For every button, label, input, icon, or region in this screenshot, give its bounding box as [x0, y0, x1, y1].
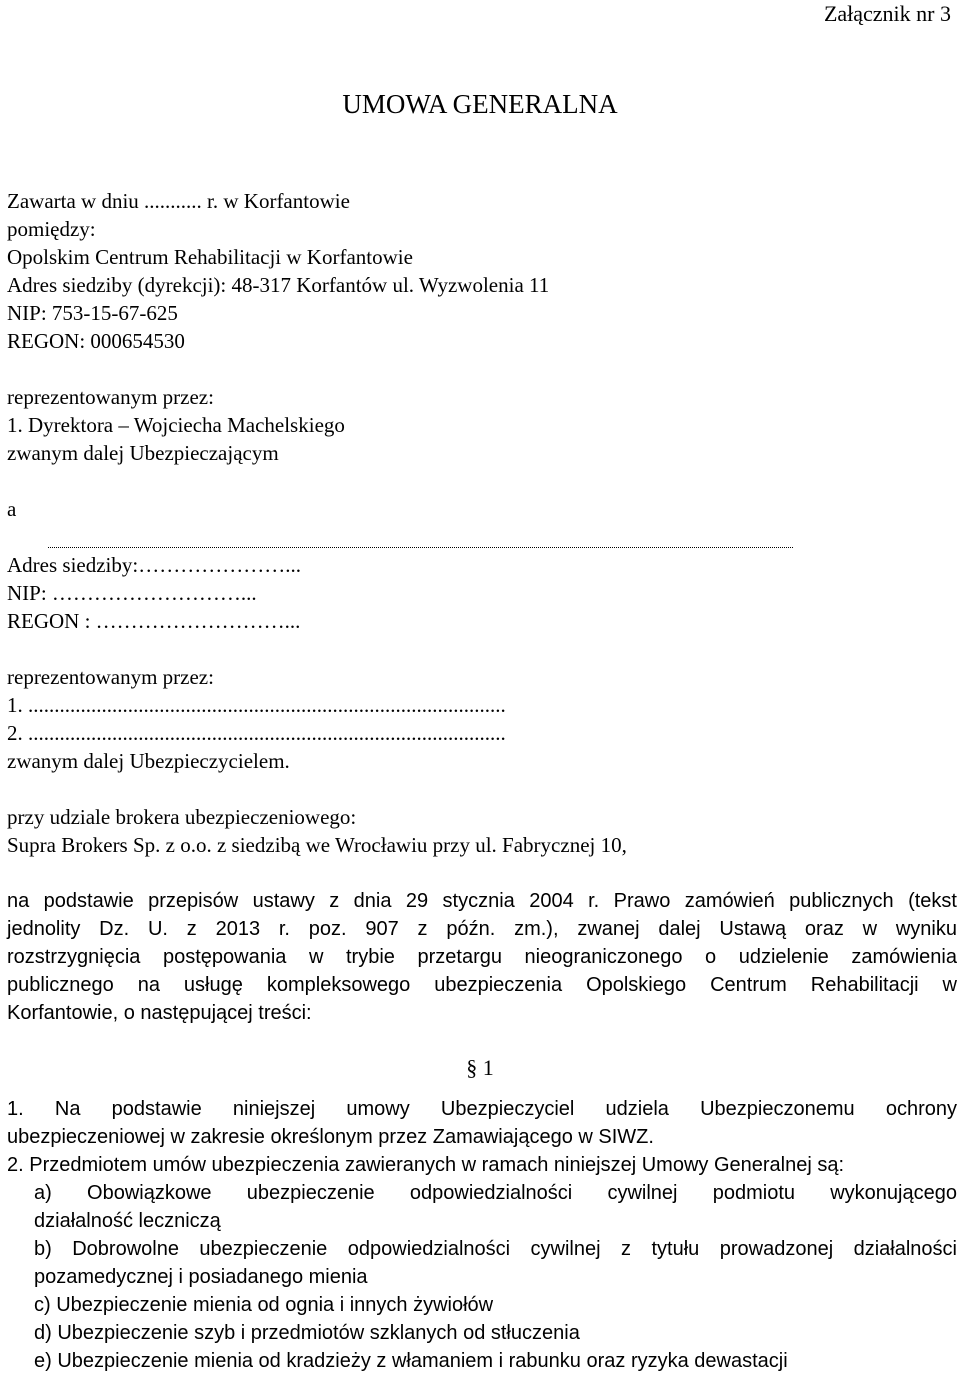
contract-date: Zawarta w dniu ........... r. w Korfantowie — [7, 189, 350, 213]
document-title: UMOWA GENERALNA — [342, 89, 618, 119]
item-b-line-2: pozamedycznej i posiadanego mienia — [34, 1266, 368, 1288]
item-b-line-1: b) Dobrowolne ubezpieczenie odpowiedzialności cywilnej z tytułu prowadzonej działalności — [34, 1238, 957, 1260]
insurer-name-blank — [48, 547, 793, 548]
annex-label: Załącznik nr 3 — [823, 1, 951, 26]
insured-address: Adres siedziby (dyrekcji): 48-317 Korfantów ul. Wyzwolenia 11 — [7, 273, 550, 297]
item-a-line-1: a) Obowiązkowe ubezpieczenie odpowiedzialności cywilnej podmiotu wykonującego — [34, 1182, 957, 1204]
item-c: c) Ubezpieczenie mienia od ognia i innych żywiołów — [34, 1294, 494, 1316]
item-d: d) Ubezpieczenie szyb i przedmiotów szklanych od stłuczenia — [34, 1322, 580, 1344]
point-2: 2. Przedmiotem umów ubezpieczenia zawieranych w ramach niniejszej Umowy Generalnej są: — [7, 1154, 845, 1176]
legal-basis-line-3: rozstrzygnięcia postępowania w trybie przetargu nieograniczonego o udzielenie zamówienia — [7, 946, 957, 968]
point-1-line-2: ubezpieczeniowej w zakresie określonym przez Zamawiającego w SIWZ. — [7, 1126, 654, 1148]
item-e: e) Ubezpieczenie mienia od kradzieży z włamaniem i rabunku oraz ryzyka dewastacji — [34, 1350, 788, 1372]
between-label: pomiędzy: — [7, 217, 96, 241]
broker-name: Supra Brokers Sp. z o.o. z siedzibą we Wrocławiu przy ul. Fabrycznej 10, — [7, 833, 627, 857]
legal-basis-line-1: na podstawie przepisów ustawy z dnia 29 stycznia 2004 r. Prawo zamówień publicznych (tekst — [7, 890, 957, 912]
insured-name: Opolskim Centrum Rehabilitacji w Korfantowie — [7, 245, 413, 269]
item-a-line-2: działalność leczniczą — [34, 1210, 221, 1232]
insurer-represented-by-label: reprezentowanym przez: — [7, 665, 214, 689]
insured-regon: REGON: 000654530 — [7, 329, 185, 353]
insured-alias: zwanym dalej Ubezpieczającym — [7, 441, 279, 465]
insurer-representative-2: 2. ........................................................................................... — [7, 721, 506, 745]
broker-label: przy udziale brokera ubezpieczeniowego: — [7, 805, 357, 829]
insurer-address: Adres siedziby:…………………... — [7, 553, 301, 577]
legal-basis-line-2: jednolity Dz. U. z 2013 r. poz. 907 z późn. zm.), zwanej dalej Ustawą oraz w wyniku — [7, 918, 957, 940]
insurer-regon: REGON : ………………………... — [7, 609, 301, 633]
and-label: a — [7, 497, 17, 521]
point-1-line-1: 1. Na podstawie niniejszej umowy Ubezpieczyciel udziela Ubezpieczonemu ochrony — [7, 1098, 957, 1120]
insurer-alias: zwanym dalej Ubezpieczycielem. — [7, 749, 290, 773]
represented-by-label: reprezentowanym przez: — [7, 385, 214, 409]
insurer-nip: NIP: ………………………... — [7, 581, 257, 605]
legal-basis-line-5: Korfantowie, o następującej treści: — [7, 1002, 312, 1024]
paragraph-heading: § 1 — [466, 1055, 494, 1080]
insured-nip: NIP: 753-15-67-625 — [7, 301, 178, 325]
legal-basis-line-4: publicznego na usługę kompleksowego ubezpieczenia Opolskiego Centrum Rehabilitacji w — [7, 974, 957, 996]
insurer-representative-1: 1. ........................................................................................... — [7, 693, 506, 717]
insured-representative: 1. Dyrektora – Wojciecha Machelskiego — [7, 413, 345, 437]
